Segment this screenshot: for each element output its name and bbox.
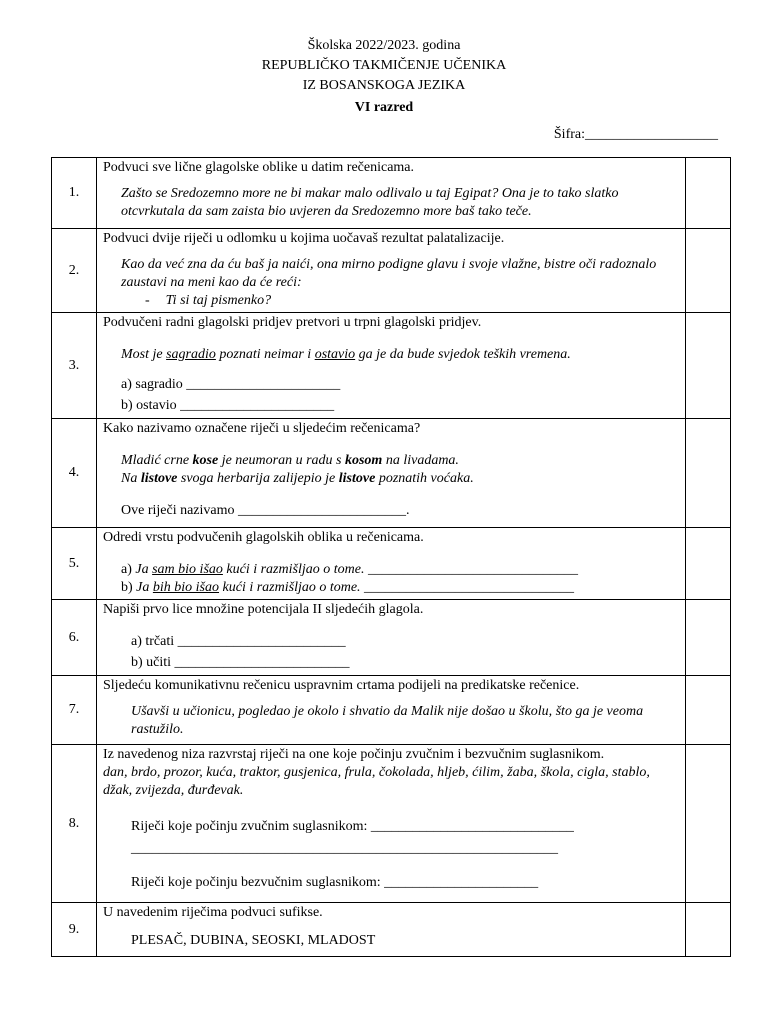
question-content [97,676,686,745]
task-text: Podvučeni radni glagolski pridjev pretvori u trpni glagolski pridjev. [103,315,482,330]
question-content [97,313,686,419]
question-row-7 [52,676,731,745]
text-run: ga je da bude svjedok teških vremena. [355,347,571,362]
score-cell[interactable] [686,229,731,313]
question-row-8 [52,745,731,903]
sentence-text [103,470,679,488]
sentence-b [103,579,679,597]
sentence-a [103,561,679,579]
dash: - [145,293,150,308]
bold-word: kose [192,453,219,468]
subject-title: IZ BOSANSKOGA JEZIKA [302,78,466,93]
question-row-2 [52,229,731,313]
task-text: Napiši prvo lice množine potencijala II sljedećih glagola. [103,602,424,617]
question-row-4 [52,419,731,528]
voiced-answer-continuation: _____________________________________________________________ [131,841,558,856]
dialogue-line [103,292,679,310]
underlined-verb: bih bio išao [152,580,220,595]
question-content [97,229,686,313]
score-cell[interactable] [686,676,731,745]
text-run: kući i razmišljao o tome. ______________________________ [222,562,578,577]
task-text: Podvuci dvije riječi u odlomku u kojima uočavaš rezultat palatalizacije. [103,231,505,246]
sentence-text: Ušavši u učionicu, pogledao je okolo i shvatio da Malik nije došao u školu, što ga je veoma rastužilo. [131,704,644,737]
task-text: Odredi vrstu podvučenih glagolskih oblika u rečenicama. [103,530,424,545]
excerpt-text: Kao da već zna da ću baš ja naići, ona mirno podigne glavu i svoje vlažne, bistre oči radoznalo zaustavi na meni kao da će reći: [121,257,657,290]
score-cell[interactable] [686,528,731,600]
grade-title: VI razred [354,100,414,115]
bold-word: kosom [344,453,383,468]
underlined-verb: sam bio išao [152,562,223,577]
question-content [97,903,686,957]
task-text: Sljedeću komunikativnu rečenicu uspravnim crtama podijeli na predikatske rečenice. [103,678,580,693]
underlined-word: ostavio [314,347,356,362]
word-list: PLESAČ, DUBINA, SEOSKI, MLADOST [131,933,376,948]
question-row-1 [52,158,731,229]
bold-word: listove [338,471,376,486]
school-year: Školska 2022/2023. godina [307,38,461,53]
text-run: kući i razmišljao o tome. ______________________________ [219,580,575,595]
sentence-text [103,452,679,470]
text-run: Ja [136,580,153,595]
question-content [97,419,686,528]
text-run: Mladić crne [121,453,193,468]
answer-line-a: a) sagradio ______________________ [121,377,341,392]
item-label: a) [121,562,136,577]
question-number: 4. [52,419,97,528]
sentence-text [103,346,679,364]
question-content [97,600,686,676]
bold-word: listove [140,471,178,486]
competition-title: REPUBLIČKO TAKMIČENJE UČENIKA [261,58,507,73]
answer-line-a: a) trčati ________________________ [131,634,346,649]
question-number: 2. [52,229,97,313]
question-row-9 [52,903,731,957]
question-content [97,528,686,600]
text-run: poznati neimar i [215,347,315,362]
question-content [97,745,686,903]
exam-table [51,157,731,957]
question-number: 8. [52,745,97,903]
score-cell[interactable] [686,745,731,903]
score-cell[interactable] [686,419,731,528]
question-number: 5. [52,528,97,600]
question-number: 7. [52,676,97,745]
sentence-text: Zašto se Sredozemno more ne bi makar malo odlivalo u taj Egipat? Ona je to tako slatko otcvrkutala da sam zaista bio uvjeren da Sredozemno more baš tako teče. [121,186,619,219]
question-number: 9. [52,903,97,957]
question-row-3 [52,313,731,419]
voiced-answer-line: Riječi koje počinju zvučnim suglasnikom: _____________________________ [131,819,574,834]
task-text: Kako nazivamo označene riječi u sljedećim rečenicama? [103,421,421,436]
score-cell[interactable] [686,903,731,957]
question-row-5 [52,528,731,600]
task-text: Podvuci sve lične glagolske oblike u datim rečenicama. [103,160,415,175]
text-run: je neumoran u radu s [218,453,345,468]
score-cell[interactable] [686,600,731,676]
answer-line-b: b) ostavio ______________________ [121,398,335,413]
text-run: poznatih voćaka. [375,471,474,486]
text-run: Na [121,471,141,486]
task-text: Iz navedenog niza razvrstaj riječi na one koje počinju zvučnim i bezvučnim suglasnikom. [103,747,605,762]
quote-text: Ti si taj pismenko? [165,293,272,308]
score-cell[interactable] [686,158,731,229]
voiceless-answer-line: Riječi koje počinju bezvučnim suglasnikom: ______________________ [131,875,539,890]
task-text: U navedenim riječima podvuci sufikse. [103,905,323,920]
text-run: Most je [121,347,167,362]
word-list: dan, brdo, prozor, kuća, traktor, gusjenica, frula, čokolada, hljeb, ćilim, žaba, škola, cigla, stablo, džak, zvijezda, đurđevak. [103,765,650,798]
text-run: na livadama. [382,453,459,468]
question-content [97,158,686,229]
answer-line: Ove riječi nazivamo ________________________. [121,503,410,518]
score-cell[interactable] [686,313,731,419]
text-run: Ja [135,562,153,577]
question-number: 1. [52,158,97,229]
text-run: svoga herbarija zalijepio je [177,471,339,486]
question-number: 3. [52,313,97,419]
code-field: Šifra:___________________ [553,127,718,142]
item-label: b) [121,580,137,595]
underlined-word: sagradio [166,347,216,362]
answer-line-b: b) učiti _________________________ [131,655,350,670]
question-number: 6. [52,600,97,676]
question-row-6 [52,600,731,676]
